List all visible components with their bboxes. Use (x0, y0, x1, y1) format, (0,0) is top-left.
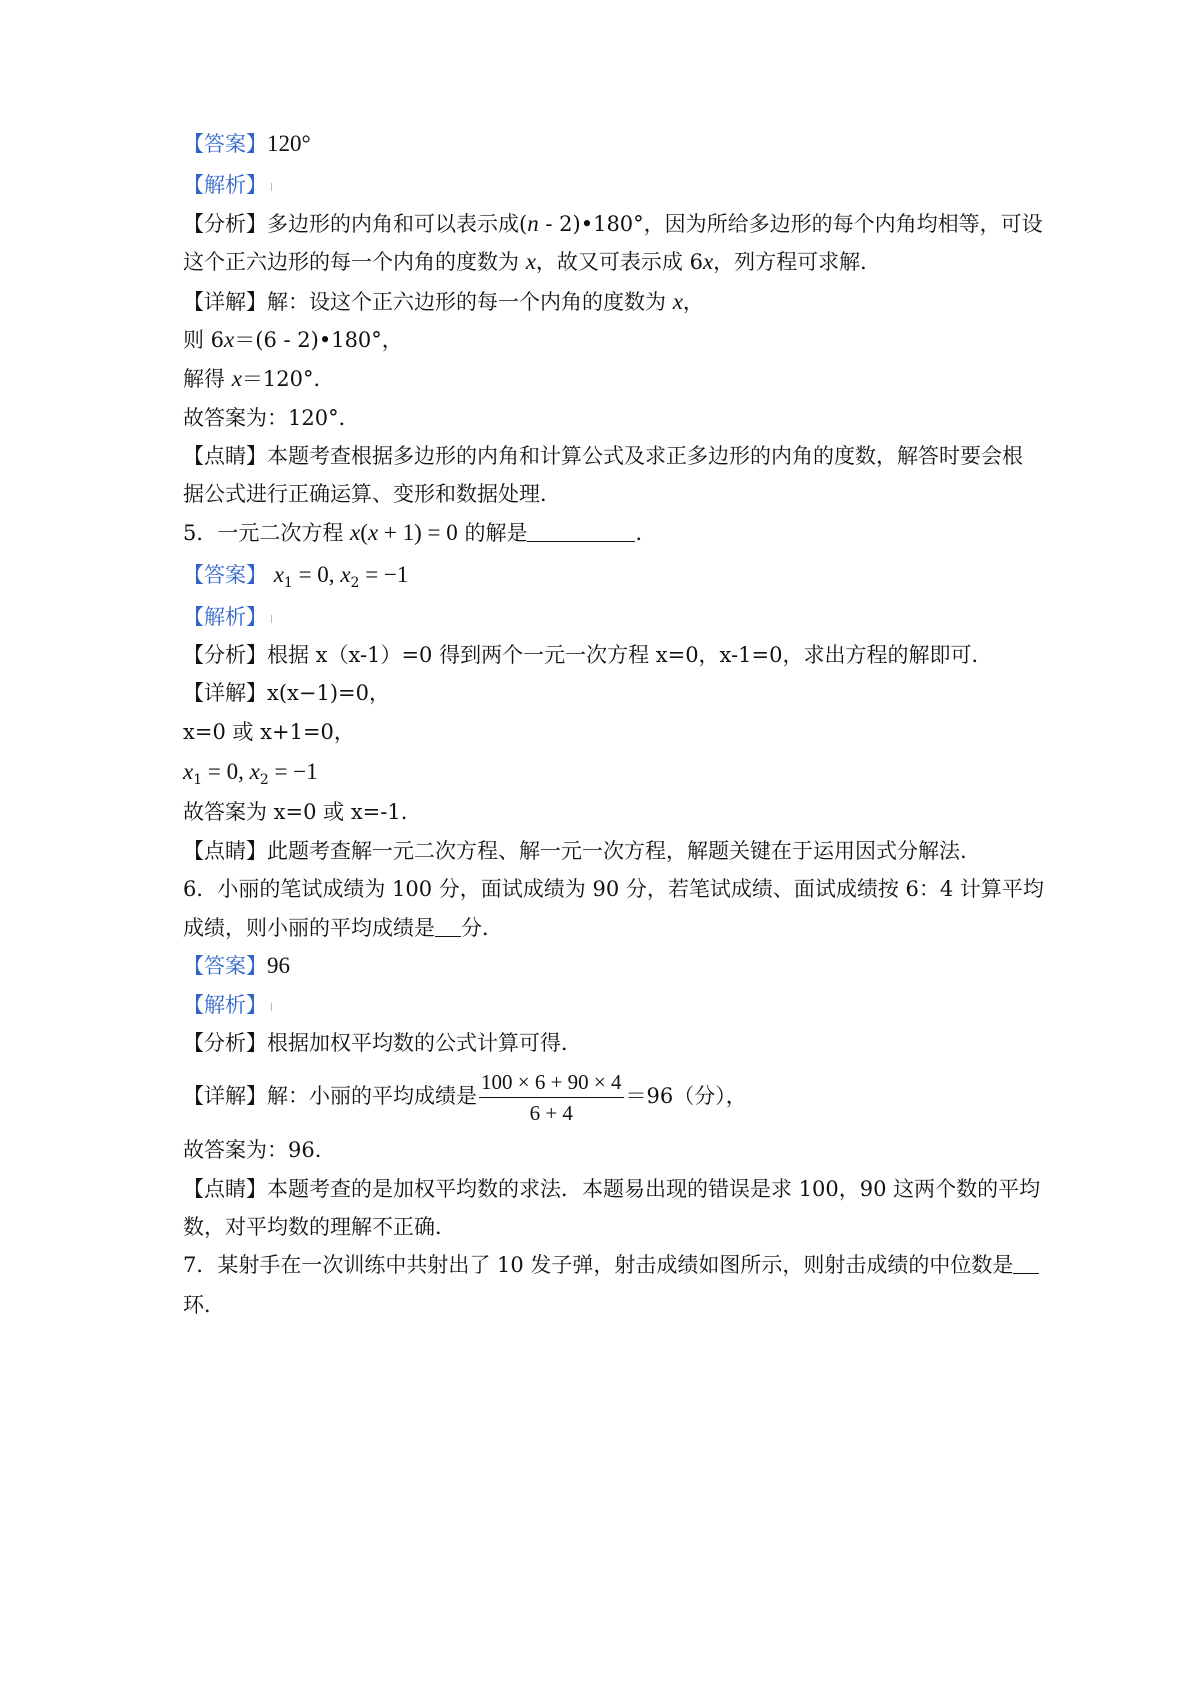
q5-step-var: x (183, 759, 194, 784)
analyze-tag: 【分析】 (183, 1031, 267, 1055)
comment-tag: 【点睛】 (183, 839, 267, 863)
q6-step-text: 故答案为：96． (183, 1138, 336, 1162)
q5-answer-eq: = −1 (359, 562, 409, 587)
q5-step-var: x (249, 759, 260, 784)
q4-detail-text: 解：设这个正六边形的每一个内角的度数为 (267, 290, 673, 314)
q4-comment-text: 据公式进行正确运算、变形和数据处理． (183, 482, 561, 506)
q4-step-var: x (224, 327, 235, 352)
answer-tag: 【答案】 (183, 954, 267, 978)
answer-tag: 【答案】 (183, 563, 267, 587)
q6-stem-line-1 (183, 874, 1043, 904)
q4-analyze-line-1 (183, 209, 1043, 239)
q4-step-text: 解得 (183, 367, 232, 391)
q4-step-text: 则 6 (183, 328, 225, 352)
q4-step-1 (183, 325, 1043, 355)
q5-answer-sub: 2 (350, 575, 360, 591)
q5-stem-eq: + 1) = 0 (378, 520, 458, 545)
q4-step-3 (183, 403, 1043, 433)
q4-comment-line-1 (183, 441, 1043, 471)
answer-blank (527, 521, 635, 542)
q5-step-text: 故答案为 x=0 或 x=-1. (183, 800, 408, 824)
q5-answer-var: x (273, 562, 284, 587)
weighted-average-fraction (479, 1070, 624, 1125)
q5-answer-line (183, 560, 1043, 598)
q6-answer-line (183, 951, 1043, 981)
q6-detail-text: ＝96（分）， (625, 1084, 747, 1108)
edit-mark (271, 1003, 272, 1011)
q5-step-3 (183, 797, 1043, 827)
q5-stem-text: 的解是 (457, 521, 528, 545)
q5-stem-var: x (367, 520, 379, 545)
q6-stem-text: 成绩，则小丽的平均成绩是 (183, 916, 435, 940)
q4-analyze-var: x (525, 249, 536, 274)
q5-stem-var: x (350, 520, 361, 545)
detail-tag: 【详解】 (183, 681, 267, 705)
q5-step-2 (183, 757, 1043, 795)
q5-stem (183, 518, 1043, 548)
q5-answer-eq: = 0, (292, 562, 341, 587)
q4-step-text: 故答案为：120°． (183, 406, 360, 430)
q7-stem-text: 7．某射手在一次训练中共射出了 10 发子弹，射击成绩如图所示，则射击成绩的中位数是 (183, 1253, 1014, 1277)
q7-stem-line-2 (183, 1290, 1043, 1320)
q6-detail-text: 解：小丽的平均成绩是 (267, 1084, 477, 1108)
q5-detail-line (183, 678, 1043, 708)
q4-answer-line (183, 129, 1043, 159)
q4-analyze-text: 这个正六边形的每一个内角的度数为 (183, 250, 526, 274)
q5-step-sub: 2 (259, 772, 269, 788)
comment-tag: 【点睛】 (183, 444, 267, 468)
q6-analysis-line (183, 990, 1043, 1020)
q6-comment-text: 数，对平均数的理解不正确． (183, 1215, 456, 1239)
q5-step-eq: = −1 (268, 759, 318, 784)
q4-analyze-var: n (527, 211, 539, 236)
q6-comment-line-1 (183, 1174, 1043, 1204)
q4-step-text: ＝120°． (241, 367, 335, 391)
comment-tag: 【点睛】 (183, 1177, 267, 1201)
q4-detail-var: x (672, 289, 683, 314)
q6-step-1 (183, 1135, 1043, 1165)
detail-tag: 【详解】 (183, 1084, 267, 1108)
q5-detail-text: x(x−1)=0， (267, 681, 390, 705)
q7-stem-line-1 (183, 1250, 1043, 1280)
q5-analyze-line (183, 640, 1043, 670)
q4-comment-text: 本题考查根据多边形的内角和计算公式及求正多边形的内角的度数，解答时要会根 (267, 444, 1023, 468)
q6-answer: 96 (267, 953, 290, 978)
fraction-denominator: 6 + 4 (529, 1101, 573, 1125)
q4-comment-line-2 (183, 479, 1043, 509)
q5-analysis-line (183, 602, 1043, 632)
q4-analyze-var: x (702, 249, 714, 274)
q5-step-text: x=0 或 x+1=0， (183, 720, 355, 744)
fraction-numerator: 100 × 6 + 90 × 4 (479, 1070, 624, 1098)
q5-step-1 (183, 717, 1043, 747)
q4-analyze-line-2 (183, 247, 1043, 277)
q4-analyze-text: 多边形的内角和可以表示成( (267, 212, 528, 236)
q5-comment-text: 此题考查解一元二次方程、解一元一次方程，解题关键在于运用因式分解法. (267, 839, 967, 863)
q5-stem-text: 5．一元二次方程 (183, 521, 351, 545)
q5-comment-line (183, 836, 1043, 866)
analysis-tag: 【解析】 (183, 993, 267, 1017)
q4-answer: 120° (267, 131, 311, 156)
q6-comment-text: 本题考查的是加权平均数的求法．本题易出现的错误是求 100，90 这两个数的平均 (267, 1177, 1041, 1201)
q5-step-eq: = 0, (202, 759, 250, 784)
q4-detail-text: ， (682, 290, 704, 314)
q4-analyze-text: ‐ 2)•180°，因为所给多边形的每个内角均相等，可设 (538, 212, 1043, 236)
q4-step-2 (183, 364, 1043, 394)
q5-analyze-text: 根据 x（x-1）=0 得到两个一元一次方程 x=0，x-1=0，求出方程的解即可． (267, 643, 993, 667)
q4-detail-line (183, 287, 1043, 317)
q6-detail-line (183, 1066, 1043, 1126)
q5-stem-eq: ( (360, 520, 368, 545)
detail-tag: 【详解】 (183, 290, 267, 314)
q6-stem-line-2 (183, 913, 1043, 943)
q5-stem-text: ． (635, 521, 657, 545)
edit-mark (271, 615, 272, 623)
q6-stem-text: 分． (461, 916, 503, 940)
q5-answer-sub: 1 (283, 575, 293, 591)
answer-blank (435, 916, 461, 937)
q4-step-var: x (231, 366, 242, 391)
q5-answer-var: x (340, 562, 351, 587)
answer-tag: 【答案】 (183, 132, 267, 156)
q6-analyze-text: 根据加权平均数的公式计算可得． (267, 1031, 582, 1055)
q6-stem-text: 6．小丽的笔试成绩为 100 分，面试成绩为 90 分，若笔试成绩、面试成绩按 6：4 计算平均 (183, 877, 1044, 901)
q6-analyze-line (183, 1028, 1043, 1058)
edit-mark (271, 183, 272, 191)
q4-analysis-line (183, 170, 1043, 200)
q7-stem-text: 环． (183, 1293, 225, 1317)
analysis-tag: 【解析】 (183, 605, 267, 629)
analysis-tag: 【解析】 (183, 173, 267, 197)
q5-step-sub: 1 (193, 772, 203, 788)
q4-analyze-text: ，故又可表示成 6 (535, 250, 703, 274)
q6-comment-line-2 (183, 1212, 1043, 1242)
answer-blank (1013, 1253, 1039, 1274)
analyze-tag: 【分析】 (183, 212, 267, 236)
q4-analyze-text: ，列方程可求解． (713, 250, 882, 274)
q4-step-text: ＝(6 ‐ 2)•180°， (234, 328, 403, 352)
analyze-tag: 【分析】 (183, 643, 267, 667)
